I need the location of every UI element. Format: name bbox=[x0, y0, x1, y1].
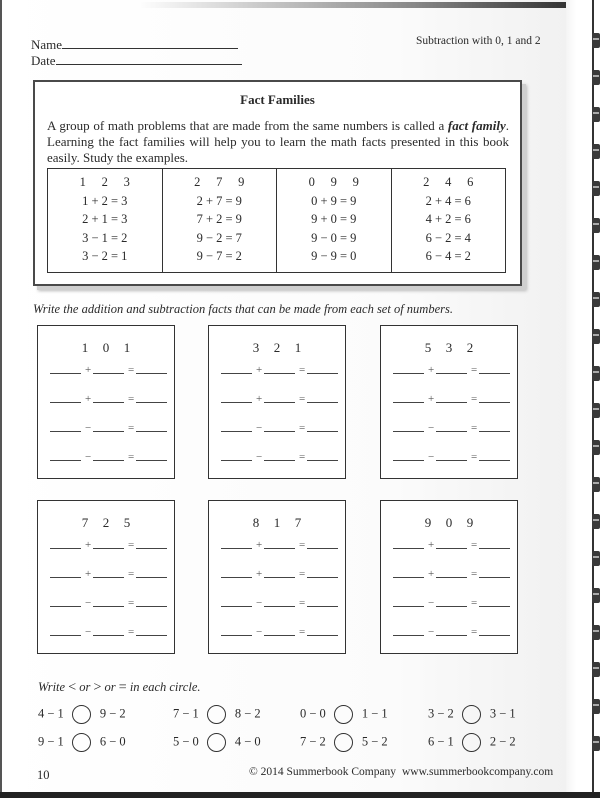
answer-blank[interactable] bbox=[221, 431, 252, 432]
compare-or: or bbox=[104, 680, 116, 694]
answer-blank[interactable] bbox=[136, 606, 167, 607]
exercise-number: 5 bbox=[424, 340, 432, 355]
operator-sign: + bbox=[256, 364, 263, 376]
answer-blank[interactable] bbox=[479, 577, 510, 578]
binding-ring-icon bbox=[592, 514, 600, 529]
binding-ring-icon bbox=[592, 699, 600, 714]
fact-equation: 9 − 7 = 2 bbox=[196, 249, 242, 263]
equals-sign: = bbox=[471, 597, 478, 609]
answer-blank[interactable] bbox=[136, 635, 167, 636]
answer-blank[interactable] bbox=[393, 635, 424, 636]
fact-family-number: 3 bbox=[123, 175, 130, 189]
answer-blank[interactable] bbox=[393, 577, 424, 578]
fact-equation: 2 + 4 = 6 bbox=[425, 193, 471, 208]
answer-blank[interactable] bbox=[393, 373, 424, 374]
fact-family-number: 2 bbox=[194, 175, 201, 189]
answer-blank[interactable] bbox=[307, 606, 338, 607]
answer-blank[interactable] bbox=[393, 606, 424, 607]
binding-ring-icon bbox=[592, 181, 600, 196]
answer-blank[interactable] bbox=[264, 577, 295, 578]
equation-row bbox=[209, 445, 345, 474]
binding-ring-icon bbox=[592, 662, 600, 677]
compare-right: 1 − 1 bbox=[361, 706, 388, 721]
binding-ring-icon bbox=[592, 736, 600, 751]
date-input-line[interactable] bbox=[56, 54, 242, 65]
answer-blank[interactable] bbox=[93, 577, 124, 578]
fact-family-number: 9 bbox=[352, 175, 359, 189]
answer-blank[interactable] bbox=[50, 460, 81, 461]
binding-ring-icon bbox=[592, 588, 600, 603]
name-label: Name bbox=[31, 37, 63, 52]
binding-ring-icon bbox=[592, 255, 600, 270]
answer-blank[interactable] bbox=[393, 460, 424, 461]
answer-circle[interactable] bbox=[207, 733, 226, 752]
operator-sign: + bbox=[85, 539, 92, 551]
operator-sign: + bbox=[256, 568, 263, 580]
answer-blank[interactable] bbox=[221, 373, 252, 374]
answer-blank[interactable] bbox=[264, 460, 295, 461]
equation-row bbox=[209, 562, 345, 591]
binding-ring-icon bbox=[592, 625, 600, 640]
equals-sign: = bbox=[299, 451, 306, 463]
compare-left: 7 − 1 bbox=[173, 706, 199, 721]
operator-sign: + bbox=[85, 364, 92, 376]
binding-ring-icon bbox=[592, 218, 600, 233]
equals-symbol: = bbox=[118, 680, 127, 695]
answer-blank[interactable] bbox=[436, 635, 467, 636]
answer-circle[interactable] bbox=[462, 705, 481, 724]
answer-blank[interactable] bbox=[50, 606, 81, 607]
fact-equation: 9 − 9 = 0 bbox=[311, 249, 357, 263]
compare-item bbox=[38, 733, 126, 752]
answer-circle[interactable] bbox=[207, 705, 226, 724]
fact-equation: 9 − 2 = 7 bbox=[196, 230, 242, 245]
answer-circle[interactable] bbox=[334, 705, 353, 724]
page-left-edge bbox=[0, 0, 2, 798]
equals-sign: = bbox=[471, 626, 478, 638]
answer-blank[interactable] bbox=[264, 548, 295, 549]
exercise-number: 2 bbox=[102, 515, 110, 530]
equals-sign: = bbox=[471, 451, 478, 463]
fact-family-number: 9 bbox=[330, 175, 337, 189]
exercise-number: 1 bbox=[294, 340, 302, 355]
operator-sign: − bbox=[85, 626, 92, 638]
fact-equation: 6 − 2 = 4 bbox=[425, 230, 471, 245]
answer-blank[interactable] bbox=[93, 606, 124, 607]
fact-family-exercise-box bbox=[37, 325, 175, 479]
answer-blank[interactable] bbox=[264, 373, 295, 374]
answer-blank[interactable] bbox=[479, 548, 510, 549]
equation-row bbox=[38, 533, 174, 562]
exercise-number: 3 bbox=[445, 340, 453, 355]
exercise-number: 0 bbox=[102, 340, 110, 355]
equation-row bbox=[209, 533, 345, 562]
answer-blank[interactable] bbox=[479, 402, 510, 403]
fact-equation: 3 − 1 = 2 bbox=[82, 230, 128, 245]
compare-left: 5 − 0 bbox=[173, 734, 199, 749]
answer-circle[interactable] bbox=[72, 705, 91, 724]
operator-sign: + bbox=[256, 393, 263, 405]
answer-blank[interactable] bbox=[436, 460, 467, 461]
answer-blank[interactable] bbox=[93, 635, 124, 636]
answer-blank[interactable] bbox=[307, 548, 338, 549]
fact-family-numbers bbox=[163, 173, 277, 192]
answer-blank[interactable] bbox=[479, 460, 510, 461]
equals-sign: = bbox=[299, 393, 306, 405]
answer-blank[interactable] bbox=[50, 548, 81, 549]
answer-blank[interactable] bbox=[264, 431, 295, 432]
binding-ring-icon bbox=[592, 107, 600, 122]
answer-blank[interactable] bbox=[93, 548, 124, 549]
fact-equation: 1 + 2 = 3 bbox=[82, 193, 128, 208]
compare-left: 6 − 1 bbox=[428, 734, 454, 749]
intro-text-tail: . Learning the fact families will help you to learn the math facts presented in this book easily. Study the examples. bbox=[47, 118, 509, 165]
operator-sign: − bbox=[428, 626, 435, 638]
answer-blank[interactable] bbox=[307, 431, 338, 432]
equation-row bbox=[38, 620, 174, 649]
binding-ring-icon bbox=[592, 33, 600, 48]
fact-family-exercise-box bbox=[208, 500, 346, 654]
binding-ring-icon bbox=[592, 329, 600, 344]
compare-left: 4 − 1 bbox=[38, 706, 64, 721]
equals-sign: = bbox=[128, 626, 135, 638]
fact-family-numbers bbox=[277, 173, 391, 192]
answer-blank[interactable] bbox=[307, 635, 338, 636]
answer-blank[interactable] bbox=[221, 577, 252, 578]
fact-family-column bbox=[163, 169, 278, 272]
equation-row bbox=[38, 387, 174, 416]
exercise-number: 8 bbox=[252, 515, 260, 530]
answer-blank[interactable] bbox=[136, 460, 167, 461]
compare-instruction bbox=[38, 680, 201, 696]
equation-row bbox=[209, 416, 345, 445]
operator-sign: − bbox=[85, 451, 92, 463]
fact-equation: 7 + 2 = 9 bbox=[196, 212, 242, 226]
answer-blank[interactable] bbox=[136, 373, 167, 374]
operator-sign: + bbox=[428, 364, 435, 376]
fact-family-exercise-box bbox=[37, 500, 175, 654]
exercise-number: 3 bbox=[252, 340, 260, 355]
binding-ring-icon bbox=[592, 292, 600, 307]
equals-sign: = bbox=[471, 539, 478, 551]
exercise-number: 1 bbox=[123, 340, 131, 355]
equals-sign: = bbox=[299, 597, 306, 609]
equation-row bbox=[209, 387, 345, 416]
equation-row bbox=[38, 416, 174, 445]
compare-item bbox=[173, 733, 261, 752]
answer-blank[interactable] bbox=[221, 402, 252, 403]
equals-sign: = bbox=[128, 597, 135, 609]
page-number: 10 bbox=[37, 768, 50, 782]
equals-sign: = bbox=[299, 568, 306, 580]
compare-left: 9 − 1 bbox=[38, 734, 64, 749]
fact-equation: 3 − 2 = 1 bbox=[82, 249, 128, 263]
operator-sign: − bbox=[428, 422, 435, 434]
less-than-symbol: < bbox=[68, 680, 77, 695]
fact-family-column bbox=[48, 169, 163, 272]
name-input-line[interactable] bbox=[62, 38, 238, 49]
equation-row bbox=[381, 562, 517, 591]
fact-family-exercise-box bbox=[380, 500, 518, 654]
answer-blank[interactable] bbox=[93, 431, 124, 432]
answer-blank[interactable] bbox=[307, 402, 338, 403]
exercise-instruction: Write the addition and subtraction facts that can be made from each set of numbers. bbox=[33, 302, 453, 316]
answer-blank[interactable] bbox=[479, 431, 510, 432]
compare-instruction-write: Write bbox=[38, 680, 66, 694]
equals-sign: = bbox=[128, 393, 135, 405]
intro-term: fact family bbox=[447, 118, 506, 133]
compare-left: 7 − 2 bbox=[300, 734, 326, 749]
compare-item bbox=[173, 705, 261, 724]
fact-family-exercise-box bbox=[208, 325, 346, 479]
equals-sign: = bbox=[471, 393, 478, 405]
answer-blank[interactable] bbox=[307, 373, 338, 374]
operator-sign: + bbox=[256, 539, 263, 551]
compare-right: 9 − 2 bbox=[99, 706, 126, 721]
answer-blank[interactable] bbox=[136, 548, 167, 549]
fact-family-number: 7 bbox=[216, 175, 223, 189]
compare-right: 2 − 2 bbox=[489, 734, 516, 749]
operator-sign: + bbox=[428, 393, 435, 405]
operator-sign: + bbox=[85, 393, 92, 405]
compare-item bbox=[428, 705, 516, 724]
equals-sign: = bbox=[471, 422, 478, 434]
answer-blank[interactable] bbox=[221, 548, 252, 549]
answer-blank[interactable] bbox=[93, 460, 124, 461]
equation-row bbox=[381, 620, 517, 649]
date-field[interactable] bbox=[31, 53, 242, 69]
compare-right: 6 − 0 bbox=[99, 734, 126, 749]
fact-equation: 9 − 0 = 9 bbox=[311, 230, 357, 245]
fact-family-exercise-box bbox=[380, 325, 518, 479]
answer-blank[interactable] bbox=[307, 577, 338, 578]
operator-sign: − bbox=[428, 451, 435, 463]
fact-family-column bbox=[277, 169, 392, 272]
fact-families-table bbox=[47, 168, 506, 273]
compare-left: 3 − 2 bbox=[428, 706, 454, 721]
equation-row bbox=[381, 358, 517, 387]
answer-blank[interactable] bbox=[221, 460, 252, 461]
exercise-number: 5 bbox=[123, 515, 131, 530]
compare-right: 3 − 1 bbox=[489, 706, 516, 721]
compare-item bbox=[300, 705, 388, 724]
answer-blank[interactable] bbox=[393, 548, 424, 549]
answer-blank[interactable] bbox=[264, 635, 295, 636]
compare-item bbox=[300, 733, 388, 752]
equals-sign: = bbox=[128, 364, 135, 376]
fact-families-title: Fact Families bbox=[240, 92, 315, 107]
equation-row bbox=[209, 620, 345, 649]
answer-blank[interactable] bbox=[50, 402, 81, 403]
operator-sign: − bbox=[256, 422, 263, 434]
answer-blank[interactable] bbox=[93, 402, 124, 403]
name-field[interactable] bbox=[31, 37, 238, 53]
exercise-number: 2 bbox=[466, 340, 474, 355]
fact-equation: 2 + 1 = 3 bbox=[82, 212, 128, 226]
operator-sign: + bbox=[428, 539, 435, 551]
answer-blank[interactable] bbox=[136, 402, 167, 403]
fact-families-box bbox=[33, 80, 522, 286]
binding-ring-icon bbox=[592, 70, 600, 85]
equals-sign: = bbox=[299, 539, 306, 551]
fact-family-number: 2 bbox=[101, 175, 108, 189]
answer-blank[interactable] bbox=[436, 606, 467, 607]
equation-row bbox=[381, 387, 517, 416]
compare-right: 5 − 2 bbox=[361, 734, 388, 749]
equals-sign: = bbox=[299, 422, 306, 434]
fact-equation: 9 + 0 = 9 bbox=[311, 212, 357, 226]
answer-blank[interactable] bbox=[50, 431, 81, 432]
fact-family-number: 6 bbox=[467, 175, 474, 189]
equals-sign: = bbox=[299, 626, 306, 638]
answer-blank[interactable] bbox=[436, 548, 467, 549]
exercise-numbers bbox=[38, 515, 174, 533]
answer-blank[interactable] bbox=[436, 431, 467, 432]
answer-blank[interactable] bbox=[264, 402, 295, 403]
equation-row bbox=[381, 591, 517, 620]
fact-family-numbers bbox=[392, 173, 506, 192]
answer-circle[interactable] bbox=[72, 733, 91, 752]
equals-sign: = bbox=[128, 539, 135, 551]
answer-blank[interactable] bbox=[50, 373, 81, 374]
date-label: Date bbox=[31, 53, 56, 68]
answer-blank[interactable] bbox=[50, 577, 81, 578]
equation-row bbox=[381, 445, 517, 474]
fact-family-number: 1 bbox=[79, 175, 86, 189]
fact-equation: 6 − 4 = 2 bbox=[425, 249, 471, 263]
operator-sign: − bbox=[256, 626, 263, 638]
exercise-numbers bbox=[381, 515, 517, 533]
copyright: © 2014 Summerbook Company bbox=[249, 766, 397, 778]
equals-sign: = bbox=[128, 451, 135, 463]
operator-sign: − bbox=[85, 422, 92, 434]
answer-blank[interactable] bbox=[221, 635, 252, 636]
exercise-numbers bbox=[38, 340, 174, 358]
equation-row bbox=[209, 591, 345, 620]
answer-blank[interactable] bbox=[479, 635, 510, 636]
equation-row bbox=[381, 533, 517, 562]
binding-ring-icon bbox=[592, 144, 600, 159]
answer-blank[interactable] bbox=[50, 635, 81, 636]
greater-than-symbol: > bbox=[93, 680, 102, 695]
operator-sign: + bbox=[428, 568, 435, 580]
answer-blank[interactable] bbox=[479, 373, 510, 374]
binding-ring-icon bbox=[592, 551, 600, 566]
equation-row bbox=[209, 358, 345, 387]
answer-blank[interactable] bbox=[136, 577, 167, 578]
fact-family-numbers bbox=[48, 173, 162, 192]
equation-row bbox=[38, 562, 174, 591]
equals-sign: = bbox=[128, 568, 135, 580]
operator-sign: − bbox=[256, 451, 263, 463]
fact-equation: 2 + 7 = 9 bbox=[196, 193, 242, 208]
operator-sign: − bbox=[85, 597, 92, 609]
exercise-number: 0 bbox=[445, 515, 453, 530]
fact-family-number: 2 bbox=[423, 175, 430, 189]
exercise-number: 1 bbox=[273, 515, 281, 530]
operator-sign: − bbox=[256, 597, 263, 609]
exercise-number: 1 bbox=[81, 340, 89, 355]
answer-blank[interactable] bbox=[264, 606, 295, 607]
binding-ring-icon bbox=[592, 440, 600, 455]
answer-blank[interactable] bbox=[479, 606, 510, 607]
binding-ring-icon bbox=[592, 403, 600, 418]
exercise-number: 2 bbox=[273, 340, 281, 355]
exercise-number: 7 bbox=[294, 515, 302, 530]
fact-equation: 4 + 2 = 6 bbox=[425, 212, 471, 226]
fact-equation: 0 + 9 = 9 bbox=[311, 193, 357, 208]
exercise-numbers bbox=[209, 515, 345, 533]
fact-family-column bbox=[392, 169, 506, 272]
answer-circle[interactable] bbox=[334, 733, 353, 752]
answer-blank[interactable] bbox=[436, 373, 467, 374]
compare-item bbox=[428, 733, 516, 752]
answer-blank[interactable] bbox=[393, 402, 424, 403]
answer-blank[interactable] bbox=[393, 431, 424, 432]
equals-sign: = bbox=[471, 364, 478, 376]
compare-left: 0 − 0 bbox=[300, 706, 326, 721]
operator-sign: − bbox=[428, 597, 435, 609]
equals-sign: = bbox=[128, 422, 135, 434]
binding-ring-icon bbox=[592, 366, 600, 381]
binding-ring-icon bbox=[592, 477, 600, 492]
intro-text: A group of math problems that are made from the same numbers is called a bbox=[47, 118, 448, 133]
page-bottom-edge bbox=[0, 792, 600, 798]
equals-sign: = bbox=[299, 364, 306, 376]
compare-or: or bbox=[79, 680, 91, 694]
page-top-shadow bbox=[140, 2, 600, 8]
answer-blank[interactable] bbox=[221, 606, 252, 607]
fact-families-intro bbox=[47, 118, 509, 166]
answer-blank[interactable] bbox=[436, 577, 467, 578]
fact-family-number: 4 bbox=[445, 175, 452, 189]
answer-circle[interactable] bbox=[462, 733, 481, 752]
answer-blank[interactable] bbox=[136, 431, 167, 432]
compare-right: 8 − 2 bbox=[234, 706, 261, 721]
compare-right: 4 − 0 bbox=[234, 734, 261, 749]
answer-blank[interactable] bbox=[307, 460, 338, 461]
exercise-number: 9 bbox=[424, 515, 432, 530]
operator-sign: + bbox=[85, 568, 92, 580]
exercise-numbers bbox=[381, 340, 517, 358]
exercise-number: 7 bbox=[81, 515, 89, 530]
website-link[interactable]: www.summerbookcompany.com bbox=[402, 766, 554, 778]
exercise-number: 9 bbox=[466, 515, 474, 530]
equation-row bbox=[38, 591, 174, 620]
fact-family-number: 9 bbox=[238, 175, 245, 189]
topic-heading: Subtraction with 0, 1 and 2 bbox=[416, 35, 541, 47]
answer-blank[interactable] bbox=[93, 373, 124, 374]
equals-sign: = bbox=[471, 568, 478, 580]
exercise-numbers bbox=[209, 340, 345, 358]
fact-family-number: 0 bbox=[308, 175, 315, 189]
compare-instruction-tail: in each circle. bbox=[129, 680, 201, 694]
equation-row bbox=[38, 445, 174, 474]
answer-blank[interactable] bbox=[436, 402, 467, 403]
equation-row bbox=[381, 416, 517, 445]
compare-item bbox=[38, 705, 126, 724]
equation-row bbox=[38, 358, 174, 387]
